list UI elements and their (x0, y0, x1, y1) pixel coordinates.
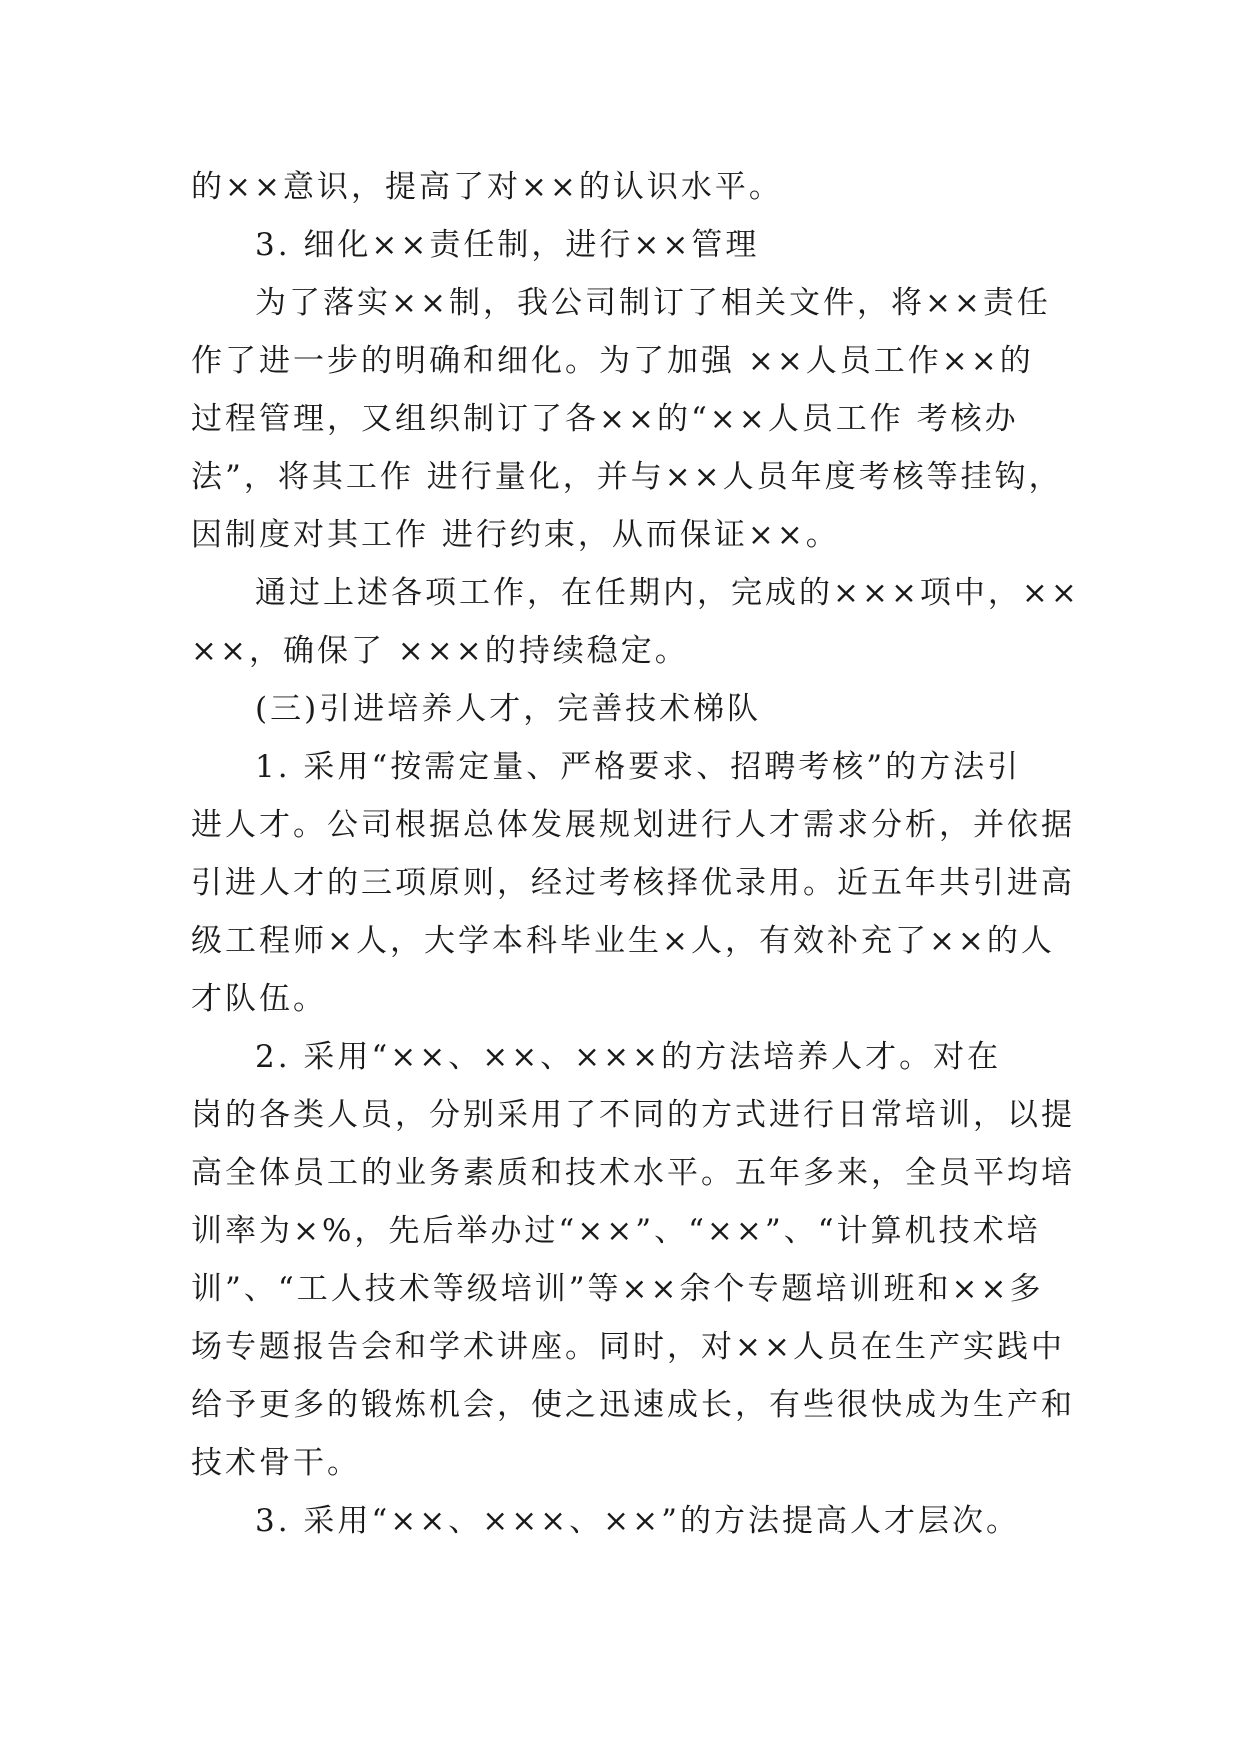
text-line: 技术骨干。 (191, 1445, 361, 1481)
text-line: 2. 采用“××、××、×××的方法培养人才。对在 (255, 1039, 1002, 1075)
text-line: 法”，将其工作 进行量化，并与××人员年度考核等挂钩， (191, 459, 1063, 495)
text-line: 才队伍。 (191, 981, 327, 1017)
text-line: 训率为×%，先后举办过“××”、“××”、“计算机技术培 (191, 1213, 1041, 1249)
text-line: 给予更多的锻炼机会，使之迅速成长，有些很快成为生产和 (191, 1387, 1075, 1423)
text-line: 级工程师×人，大学本科毕业生×人，有效补充了××的人 (191, 923, 1055, 959)
text-line: ××，确保了 ×××的持续稳定。 (191, 633, 689, 669)
text-line: 的××意识，提高了对××的认识水平。 (191, 169, 783, 205)
text-line: 场专题报告会和学术讲座。同时，对××人员在生产实践中 (191, 1329, 1065, 1365)
text-line: 为了落实××制，我公司制订了相关文件，将××责任 (255, 285, 1051, 321)
text-line: 训”、“工人技术等级培训”等××余个专题培训班和××多 (191, 1271, 1044, 1307)
text-line: 进人才。公司根据总体发展规划进行人才需求分析，并依据 (191, 807, 1075, 843)
text-line: 引进人才的三项原则，经过考核择优录用。近五年共引进高 (191, 865, 1075, 901)
text-line: 高全体员工的业务素质和技术水平。五年多来，全员平均培 (191, 1155, 1075, 1191)
text-line: 因制度对其工作 进行约束，从而保证××。 (191, 517, 840, 553)
document-body (191, 158, 1080, 1550)
text-line: 通过上述各项工作，在任期内，完成的×××项中，×× (255, 575, 1080, 611)
text-line: 3. 采用“××、×××、××”的方法提高人才层次。 (255, 1503, 1020, 1539)
text-line: 过程管理，又组织制订了各××的“××人员工作 考核办 (191, 401, 1019, 437)
text-line: 岗的各类人员，分别采用了不同的方式进行日常培训，以提 (191, 1097, 1075, 1133)
text-line: 作了进一步的明确和细化。为了加强 ××人员工作××的 (191, 343, 1034, 379)
section-heading-line: (三)引进培养人才，完善技术梯队 (255, 691, 762, 727)
text-line: 1. 采用“按需定量、严格要求、招聘考核”的方法引 (255, 749, 1022, 785)
subheading-line: 3. 细化××责任制，进行××管理 (255, 227, 760, 263)
